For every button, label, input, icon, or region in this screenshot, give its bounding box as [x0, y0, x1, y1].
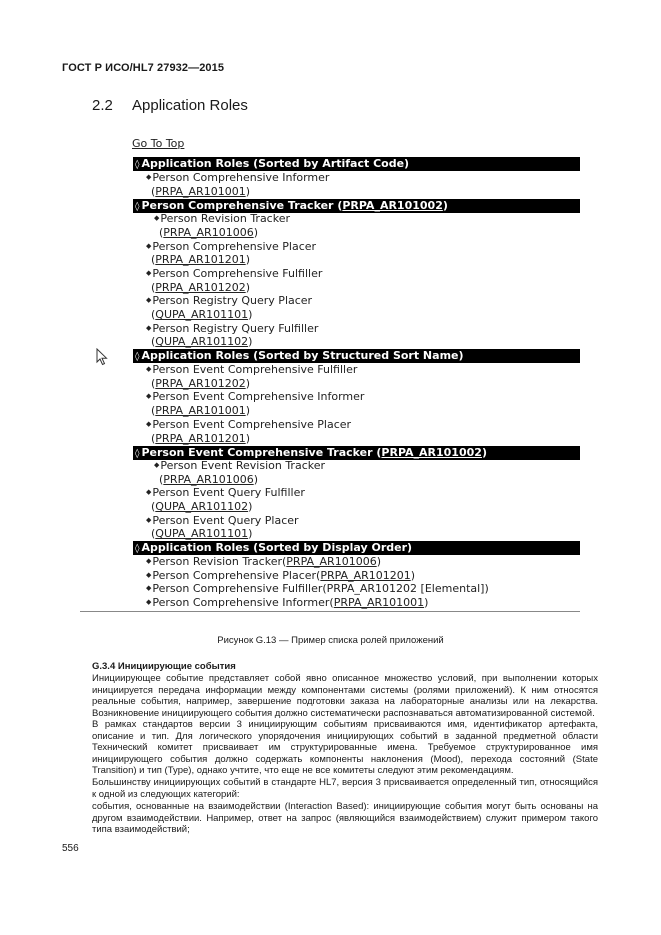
paren: PRPA_AR101202 [Elemental]) [326, 582, 489, 596]
role-name: Person Comprehensive Placer [152, 239, 317, 253]
bullet-icon: ◆ [146, 570, 152, 579]
artifact-code-link[interactable]: PRPA_AR101201 [155, 431, 246, 445]
paren: ) [245, 184, 250, 198]
go-to-top-link[interactable]: Go To Top [132, 137, 185, 150]
paren: ( [151, 184, 156, 198]
role-item [146, 486, 305, 499]
paren: ) [376, 555, 381, 568]
section-bar-title: Application Roles (Sorted by Structured Sort Name) [141, 349, 464, 362]
section-number: 2.2 [92, 97, 113, 114]
collapse-icon: ◊ [135, 352, 140, 362]
role-name: Person Comprehensive Fulfiller [152, 266, 323, 280]
bullet-icon: ◆ [146, 173, 152, 181]
collapse-icon: ◊ [135, 448, 140, 459]
bullet-icon: ◆ [146, 241, 152, 250]
artifact-code-link[interactable]: PRPA_AR101202 [155, 376, 246, 390]
artifact-code-link[interactable]: PRPA_AR101006 [163, 472, 254, 486]
role-code [159, 473, 258, 486]
role-name: Person Revision Tracker( [152, 555, 287, 568]
bullet-icon: ◆ [146, 488, 152, 497]
figure-divider [80, 611, 580, 612]
role-item [146, 171, 329, 184]
paragraph-4: события, основанные на взаимодействии (Interaction Based): инициирующие события могут быть основаны на другом взаимодействии. Например, ответ на запрос (являющийся взаимодействием) служит примером такого типа взаимодействий; [92, 801, 598, 836]
artifact-code-link[interactable]: PRPA_AR101201 [320, 568, 411, 582]
paren: ( [151, 335, 156, 349]
paren: ) [253, 472, 258, 486]
role-code [151, 432, 250, 445]
bullet-icon: ◆ [146, 365, 152, 373]
role-code [151, 377, 250, 390]
artifact-code-link[interactable]: PRPA_AR101001 [155, 404, 246, 418]
role-item [154, 459, 325, 472]
paren: ( [151, 500, 156, 513]
tracker-label: Person Event Comprehensive Tracker ( [141, 445, 382, 459]
bullet-icon: ◆ [154, 214, 160, 223]
artifact-code-link[interactable]: PRPA_AR101006 [163, 225, 254, 239]
role-item [146, 240, 316, 253]
paragraph-1: Инициирующее событие представляет собой явно описанное множество условий, при выполнении которых инициируется передача информации между компонентами системы (ролями приложений). К ним относятся реальные события, например, завершение подготовки заказа на лабораторные анализы или на лекарства. Возникновение инициирующего события должно систематически распознаваться автоматизированной системой. [92, 673, 598, 719]
role-item [146, 582, 489, 595]
role-name: Person Event Revision Tracker [160, 458, 326, 472]
paren: ) [424, 596, 429, 610]
paren: ) [442, 198, 448, 212]
role-name: Person Registry Query Fulfiller [152, 321, 319, 335]
role-item [146, 363, 357, 376]
role-name: Person Event Query Fulfiller [152, 486, 305, 500]
role-code [151, 253, 250, 266]
role-name: Person Revision Tracker [160, 212, 291, 226]
role-name: Person Comprehensive Placer( [152, 568, 321, 582]
role-name: Person Event Comprehensive Fulfiller [152, 363, 358, 376]
role-item [146, 555, 381, 568]
role-item [146, 596, 428, 609]
artifact-code-link[interactable]: PRPA_AR101001 [155, 184, 246, 198]
artifact-code-link[interactable]: PRPA_AR101001 [333, 596, 425, 610]
role-name: Person Event Comprehensive Placer [152, 417, 352, 431]
paren: ) [245, 376, 250, 390]
artifact-code-link[interactable]: QUPA_AR101102 [155, 335, 249, 349]
paren: ) [248, 335, 253, 349]
paren: ( [151, 308, 156, 321]
artifact-code-link[interactable]: PRPA_AR101201 [155, 253, 246, 267]
bullet-icon: ◆ [146, 598, 152, 607]
section-bar-title: Application Roles (Sorted by Display Order) [141, 541, 413, 554]
bullet-icon: ◆ [146, 392, 152, 401]
role-item [146, 267, 322, 280]
bullet-icon: ◆ [146, 323, 152, 332]
paren: ( [151, 376, 156, 390]
role-code [159, 226, 258, 239]
subsection-heading: G.3.4 Инициирующие события [92, 661, 236, 672]
page-number: 556 [62, 843, 79, 854]
mouse-pointer-icon [96, 348, 108, 371]
role-item [146, 514, 299, 527]
paren: ( [151, 253, 156, 267]
role-item [146, 322, 318, 335]
paren: ) [245, 253, 250, 267]
collapse-icon: ◊ [135, 544, 140, 554]
role-name: Person Comprehensive Informer( [152, 596, 334, 610]
role-item [146, 294, 312, 307]
section-bar[interactable] [133, 541, 580, 555]
role-item [146, 569, 415, 582]
role-name: Person Comprehensive Informer [152, 171, 330, 184]
bullet-icon: ◆ [146, 296, 152, 305]
document-header: ГОСТ Р ИСО/HL7 27932—2015 [62, 62, 225, 74]
paragraph-3: Большинству инициирующих событий в стандарте HL7, версия 3 присваивается определенный тип, относящийся к одной из следующих категорий: [92, 777, 598, 800]
role-item [146, 390, 364, 403]
section-bar-title: Application Roles (Sorted by Artifact Code) [141, 157, 410, 170]
paren: ) [248, 308, 253, 321]
paren: ( [159, 225, 164, 239]
collapse-icon: ◊ [135, 160, 140, 170]
paren: ) [410, 568, 416, 582]
paren: ( [151, 431, 156, 445]
section-title: Application Roles [132, 97, 248, 114]
paren: ( [151, 527, 156, 541]
role-name: Person Registry Query Placer [152, 294, 313, 308]
role-code [151, 185, 250, 198]
bullet-icon: ◆ [146, 419, 152, 428]
paren: ( [151, 280, 156, 294]
tracker-label: Person Comprehensive Tracker ( [141, 198, 343, 212]
paren: ( [151, 404, 156, 418]
paren: ) [245, 431, 250, 445]
bullet-icon: ◆ [146, 268, 152, 277]
artifact-code-link[interactable]: QUPA_AR101101 [155, 527, 249, 541]
artifact-code-link[interactable]: PRPA_AR101006 [286, 555, 377, 568]
role-code [151, 281, 250, 294]
section-bar[interactable] [133, 349, 580, 363]
bullet-icon: ◆ [146, 515, 152, 524]
role-code [151, 335, 252, 348]
artifact-code-link[interactable]: QUPA_AR101101 [155, 308, 249, 321]
paragraph-2: В рамках стандартов версии 3 инициирующим событиям присваиваются имя, идентификатор артефакта, описание и тип. Для логического упорядочения инициирующих событий в заданной предметной области Технический комитет присваивает им структурированные имена. Требуемое структурированное имя инициирующего события должно содержать компоненты наклонения (Mood), перехода состояний (State Transition) и тип (Type), однако учтите, что еще не все комитеты следуют этим рекомендациям. [92, 719, 598, 777]
paren: ( [159, 472, 164, 486]
paren: ) [245, 404, 250, 418]
paren: ) [248, 527, 253, 541]
artifact-code-link[interactable]: PRPA_AR101002 [342, 198, 443, 212]
bullet-icon: ◆ [154, 460, 160, 469]
role-code [151, 404, 250, 417]
figure-caption: Рисунок G.13 — Пример списка ролей приложений [217, 635, 444, 646]
role-code [151, 500, 252, 513]
role-item [146, 418, 351, 431]
role-name: Person Comprehensive Fulfiller( [152, 582, 327, 596]
role-code [151, 308, 252, 321]
role-name: Person Event Comprehensive Informer [152, 390, 365, 404]
paren: ) [481, 445, 487, 459]
paren: ) [245, 280, 250, 294]
paren: ) [248, 500, 253, 513]
role-item [154, 212, 290, 225]
bullet-icon: ◆ [146, 584, 152, 593]
bullet-icon: ◆ [146, 557, 152, 565]
tracker-bar[interactable] [133, 199, 580, 213]
section-bar[interactable] [133, 157, 580, 171]
role-name: Person Event Query Placer [152, 513, 299, 527]
artifact-code-link[interactable]: PRPA_AR101202 [155, 280, 246, 294]
role-code [151, 527, 252, 540]
tracker-bar[interactable] [133, 446, 580, 460]
artifact-code-link[interactable]: QUPA_AR101102 [155, 500, 249, 513]
artifact-code-link[interactable]: PRPA_AR101002 [381, 445, 482, 459]
collapse-icon: ◊ [135, 201, 140, 212]
paren: ) [253, 225, 258, 239]
